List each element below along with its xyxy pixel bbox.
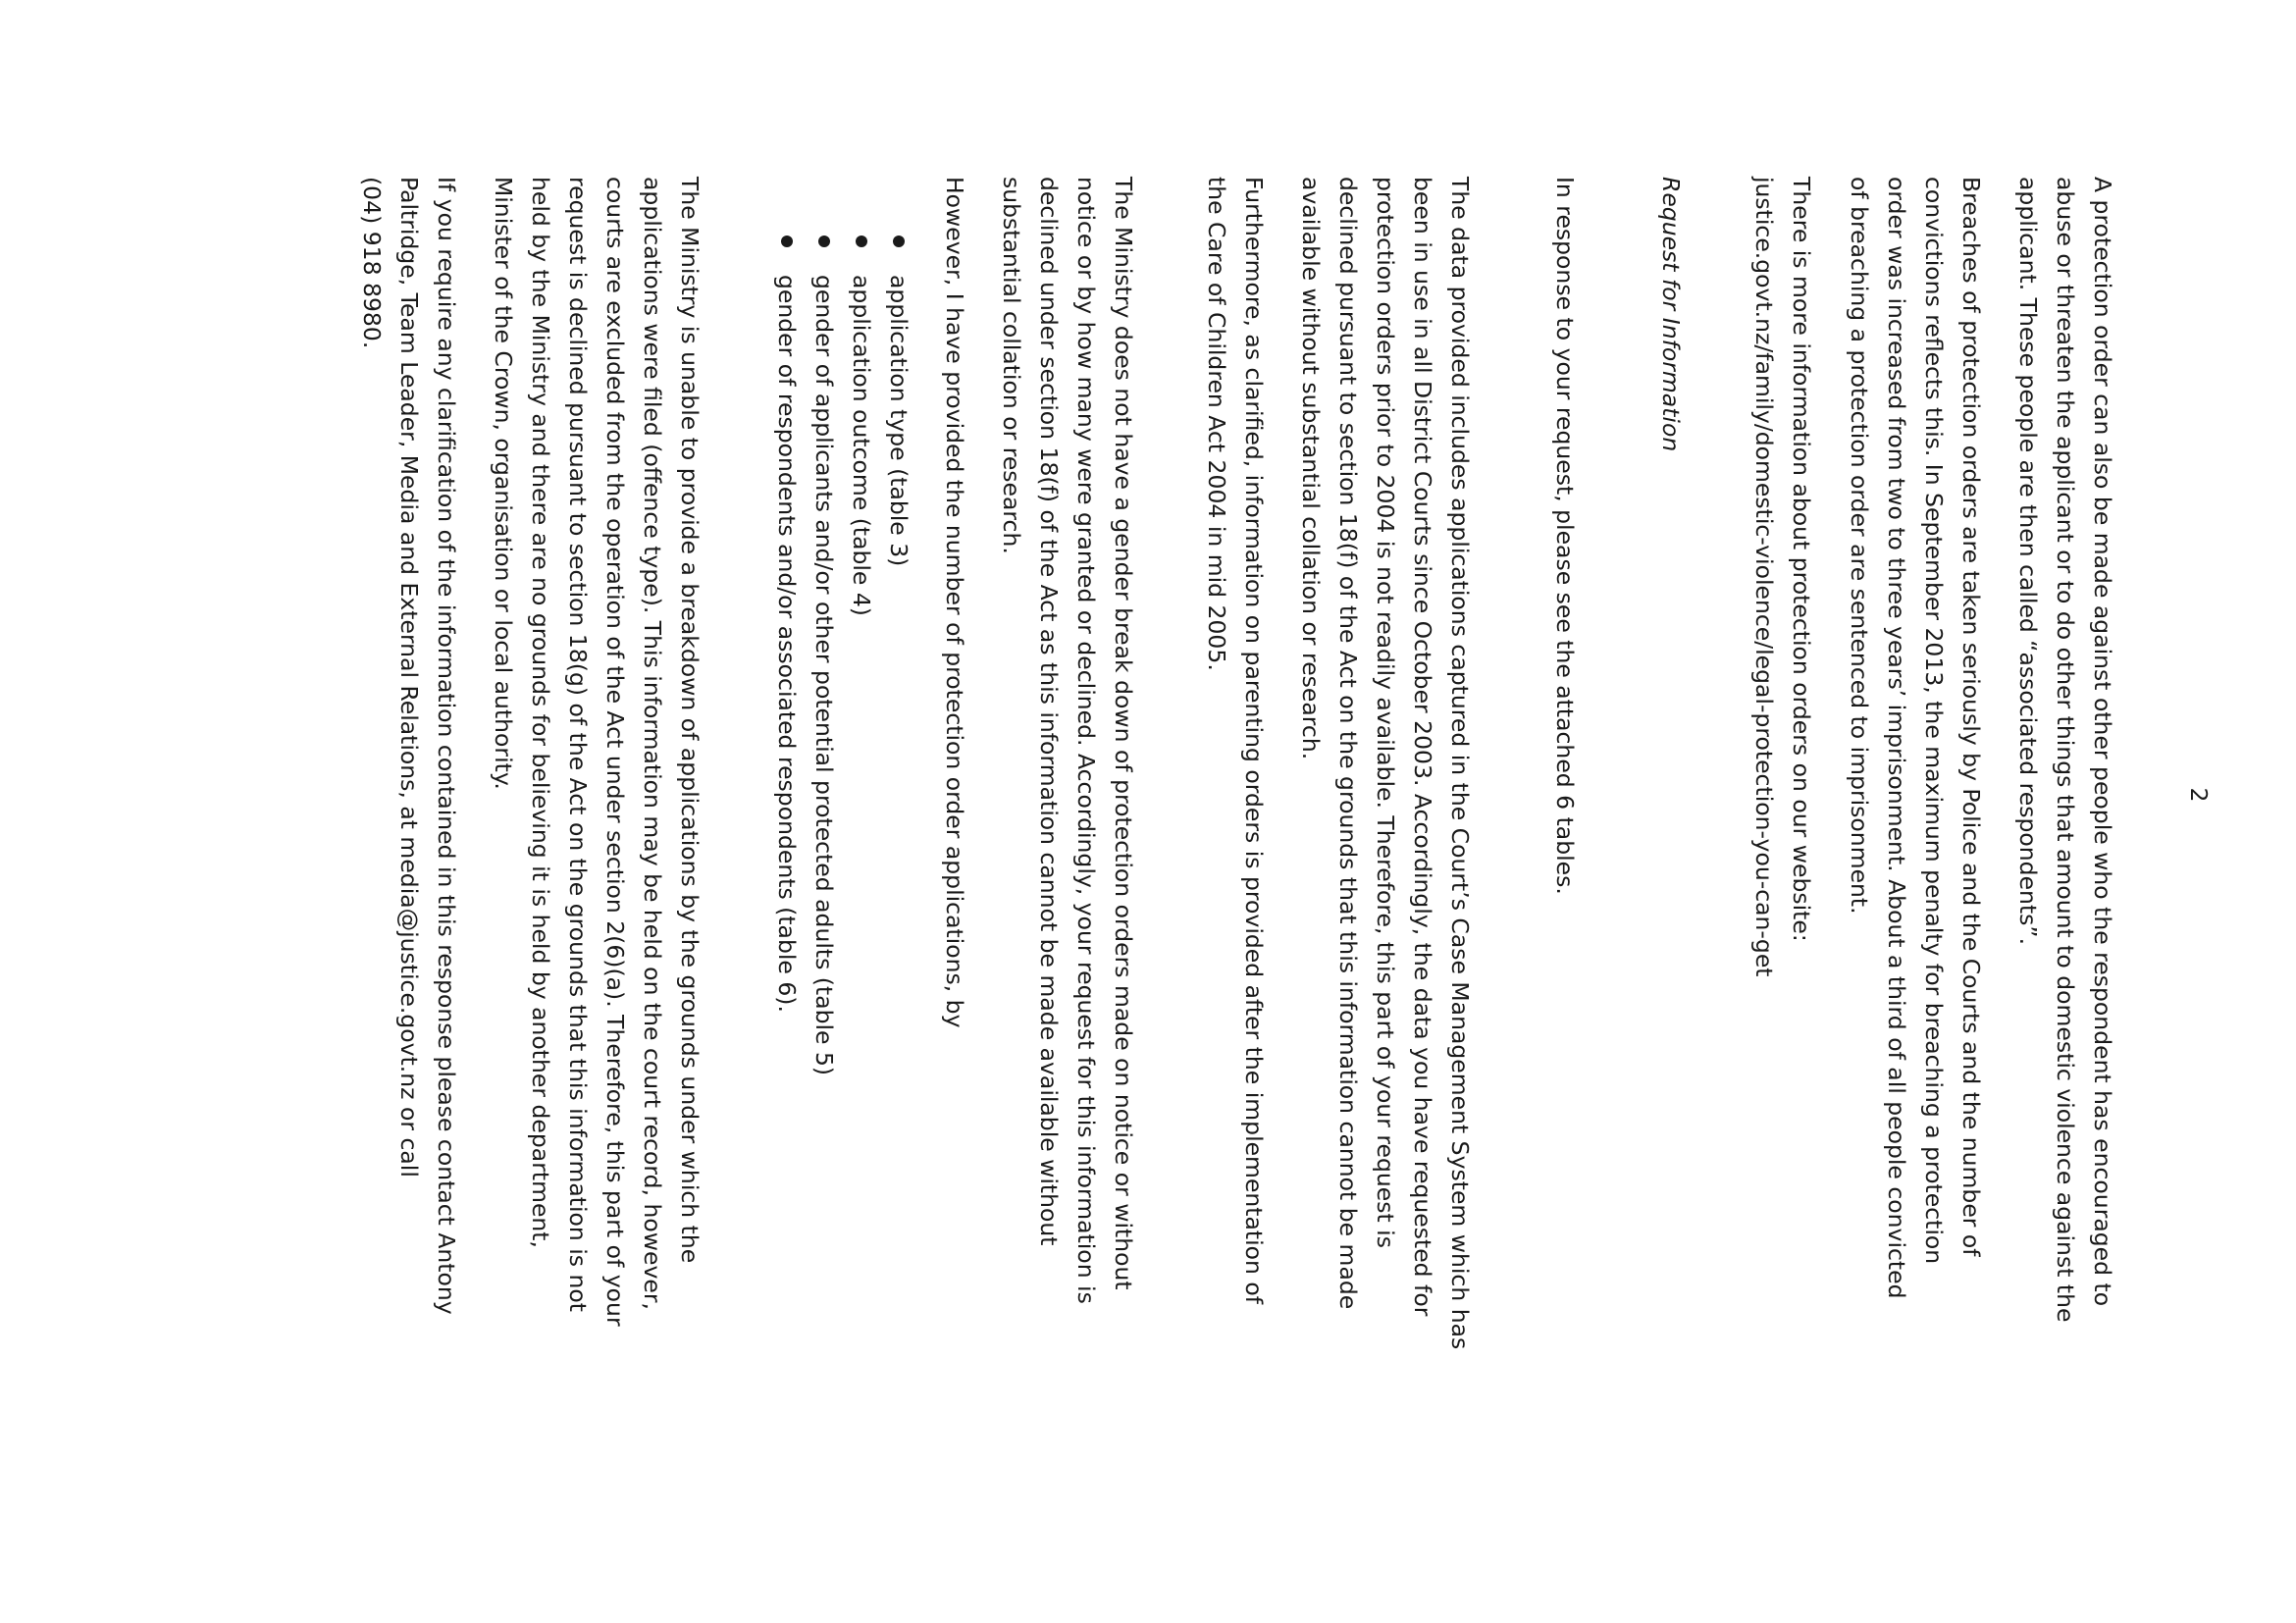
bullet-list: [768, 177, 917, 1266]
heading-request-for-information: [1652, 177, 1690, 1266]
text-line: Minister of the Crown, organisation or local authority.: [490, 177, 517, 790]
text-line: However, I have provided the number of protection order applications, by: [941, 177, 968, 1028]
bullet-icon: [818, 236, 830, 247]
list-item-text: gender of applicants and/or other potential protected adults (table 5): [810, 275, 838, 1076]
text-line: If you require any clarification of the information contained in this response please contact Antony: [433, 177, 460, 1315]
paragraph-gender-breakdown: [993, 177, 1142, 1304]
text-line: notice or by how many were granted or declined. Accordingly, your request for this information is: [1072, 177, 1100, 1304]
text-line: convictions reflects this. In September 2013, the maximum penalty for breaching a protection: [1920, 177, 1948, 1265]
text-line: protection orders prior to 2004 is not readily available. Therefore, this part of your request is: [1372, 177, 1399, 1248]
paragraph-provided-numbers: [936, 177, 973, 1266]
list-item: [806, 177, 843, 1266]
text-line: Furthermore, as clarified, information on parenting orders is provided after the implementation of: [1240, 177, 1268, 1305]
bullet-icon: [893, 236, 905, 247]
text-line: substantial collation or research.: [998, 177, 1025, 554]
text-line: The Ministry does not have a gender break down of protection orders made on notice or without: [1110, 177, 1137, 1290]
paragraph-data-provided: [1292, 177, 1479, 1350]
text-line: courts are excluded from the operation of the Act under section 2(6)(a). Therefore, this part of your: [601, 177, 629, 1327]
text-line: of breaching a protection order are sentenced to imprisonment.: [1846, 177, 1873, 915]
list-item-text: application type (table 3): [885, 275, 913, 567]
paragraph-breaches: [1841, 177, 1990, 1299]
paragraph-contact: [353, 177, 465, 1315]
text-line: abuse or threaten the applicant or to do other things that amount to domestic violence against the: [2052, 177, 2079, 1323]
bullet-icon: [856, 236, 867, 247]
paragraph-parenting-orders: [1198, 177, 1273, 1305]
text-line: the Care of Children Act 2004 in mid 2005.: [1203, 177, 1230, 671]
paragraph-website: [1746, 177, 1820, 1266]
paragraph-offence-type: [485, 177, 708, 1327]
list-item: [843, 177, 880, 1266]
list-item-text: gender of respondents and/or associated respondents (table 6).: [773, 275, 801, 1013]
page-number: 2: [2185, 787, 2213, 803]
rotated-page-content: [358, 79, 2218, 1511]
text-line: available without substantial collation or research.: [1297, 177, 1325, 760]
website-link[interactable]: justice.govt.nz/family/domestic-violence/legal-protection-you-can-get: [1750, 177, 1778, 977]
text-line: The data provided includes applications captured in the Court’s Case Management System which has: [1446, 177, 1474, 1350]
text-line: declined pursuant to section 18(f) of the Act on the grounds that this information cannot be made: [1334, 177, 1362, 1310]
paragraph-associated-respondents: [2009, 177, 2121, 1323]
text-line: Breaches of protection orders are taken seriously by Police and the Courts and the number of: [1957, 177, 1985, 1257]
text-line: In response to your request, please see the attached 6 tables.: [1551, 177, 1579, 895]
section-heading: Request for Information: [1657, 177, 1685, 452]
text-line: declined under section 18(f) of the Act as this information cannot be made available without: [1035, 177, 1063, 1246]
text-line: order was increased from two to three years’ imprisonment. About a third of all people convicted: [1883, 177, 1910, 1299]
bullet-icon: [781, 236, 793, 247]
text-line: A protection order can also be made against other people who the respondent has encouraged to: [2089, 177, 2116, 1307]
text-line: The Ministry is unable to provide a breakdown of applications by the grounds under which the: [676, 177, 704, 1264]
text-line: Paltridge, Team Leader, Media and External Relations, at media@justice.govt.nz or call: [395, 177, 423, 1178]
list-item: [768, 177, 806, 1266]
paragraph-response: [1546, 177, 1584, 1266]
text-line: There is more information about protection orders on our website:: [1788, 177, 1815, 942]
text-line: been in use in all District Courts since October 2003. Accordingly, the data you have requested for: [1409, 177, 1436, 1317]
text-line: applicant. These people are then called “associated respondents”.: [2014, 177, 2042, 946]
list-item-text: application outcome (table 4): [848, 275, 875, 616]
text-line: (04) 918 8980.: [358, 177, 386, 349]
text-line: request is declined pursuant to section 18(g) of the Act on the grounds that this information is not: [564, 177, 592, 1312]
text-line: held by the Ministry and there are no grounds for believing it is held by another department,: [527, 177, 554, 1248]
text-line: applications were filed (offence type). This information may be held on the court record, however,: [639, 177, 666, 1310]
list-item: [880, 177, 917, 1266]
